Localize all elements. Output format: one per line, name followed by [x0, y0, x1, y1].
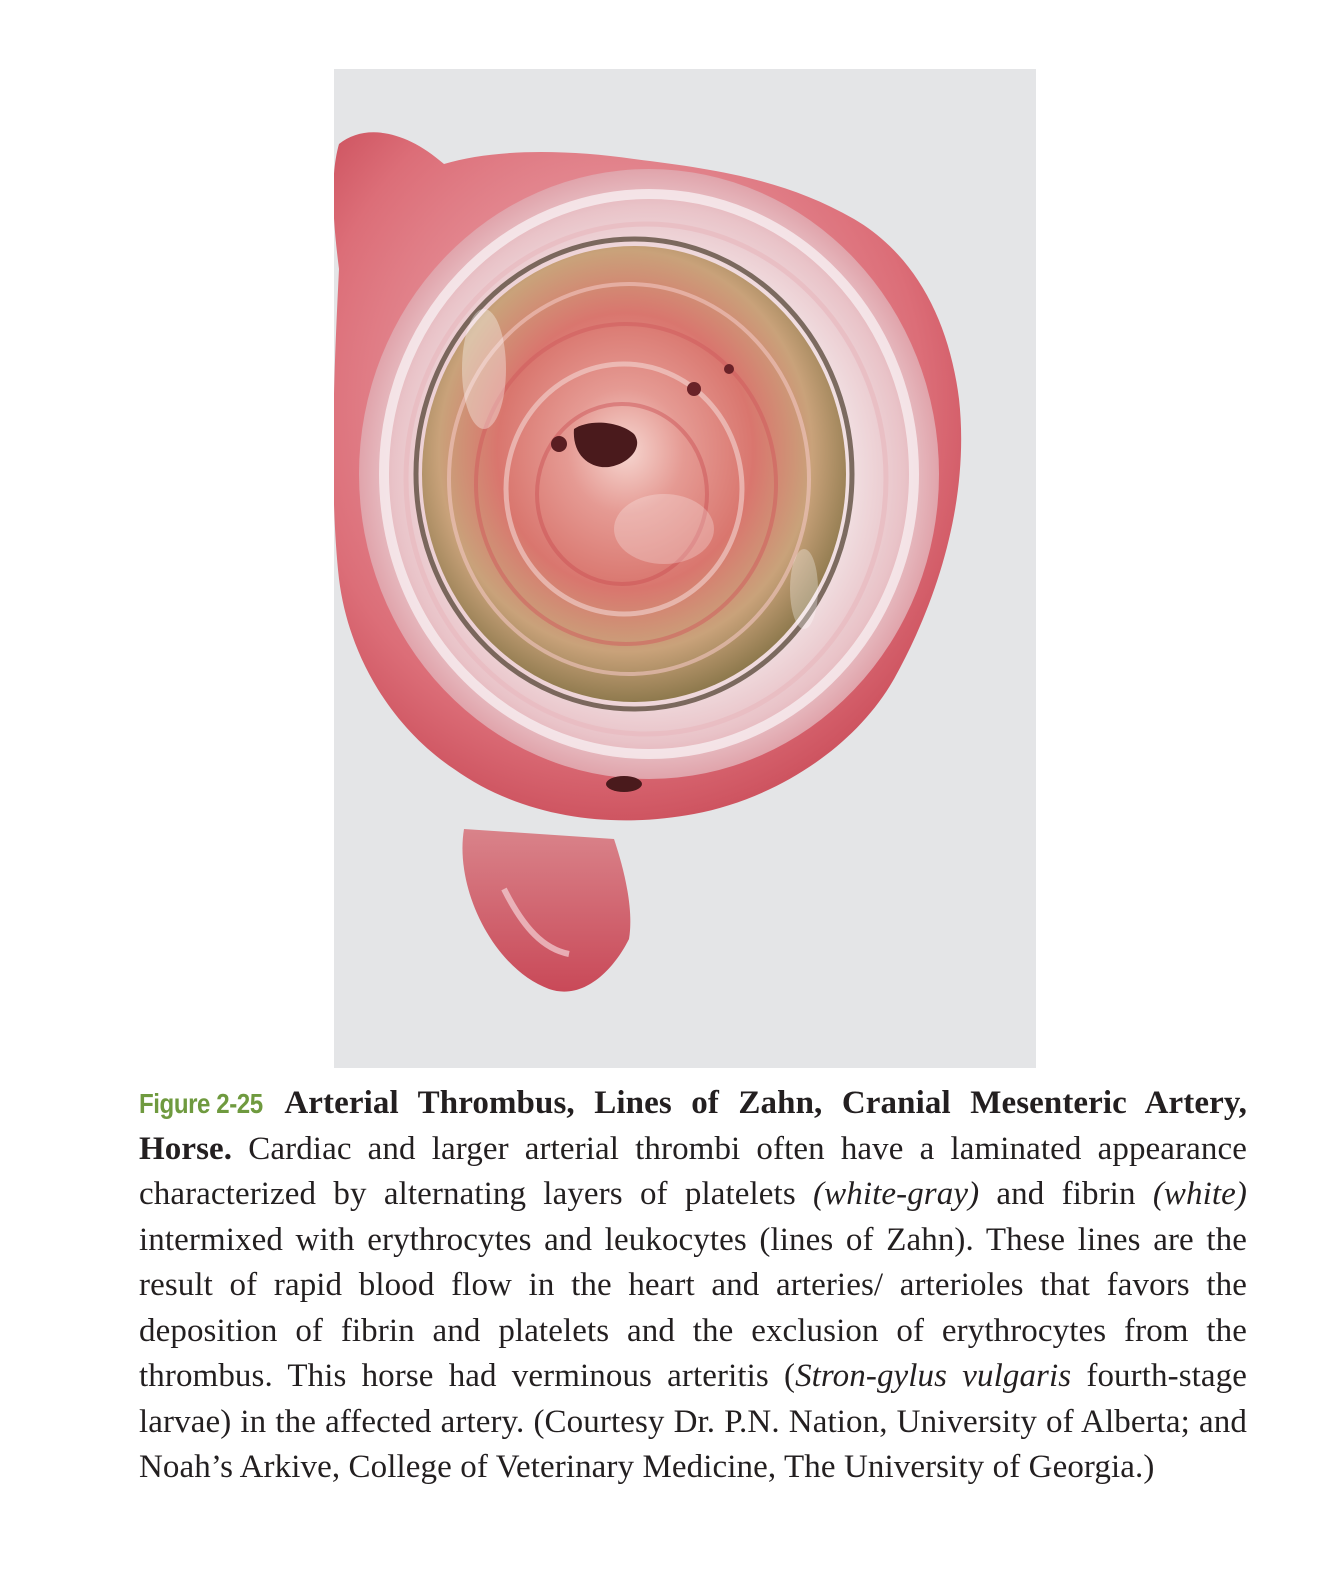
artery-cross-section-illustration — [334, 69, 1036, 1068]
figure-caption — [139, 1081, 1247, 1491]
figure-label: Figure 2-25 — [139, 1088, 263, 1119]
caption-text: and fibrin — [979, 1176, 1153, 1212]
caption-text: intermixed with erythrocytes and leukocytes (lines of Zahn). These lines are the result of rapid blood flow in the heart and arteries/ arterioles that favors the deposition of fibrin and platelets and the exclusion of erythrocytes from the thrombus. This horse had verminous arteritis ( — [139, 1221, 1247, 1394]
wall-hemorrhage — [606, 776, 642, 792]
caption-text: fourth-stage larvae) in the affected artery. (Courtesy Dr. P.N. Nation, University of Alberta; and Noah’s Arkive, College of Veterinary Medicine, The University of Georgia.) — [139, 1358, 1248, 1485]
figure-body — [139, 1131, 1247, 1486]
figure-title: Arterial Thrombus, Lines of Zahn, Cranial Mesenteric Artery, Horse. — [139, 1085, 1247, 1167]
caption-text: Cardiac and larger arterial thrombi often have a laminated appearance characterized by alternating layers of platelets — [139, 1130, 1247, 1212]
specimen-photo — [334, 69, 1036, 1068]
caption-italic-text: (white) — [1152, 1176, 1247, 1212]
caption-italic-text: Stron-gylus vulgaris — [795, 1358, 1072, 1394]
vessel-stalk — [462, 829, 630, 992]
caption-italic-text: (white-gray) — [813, 1176, 980, 1212]
